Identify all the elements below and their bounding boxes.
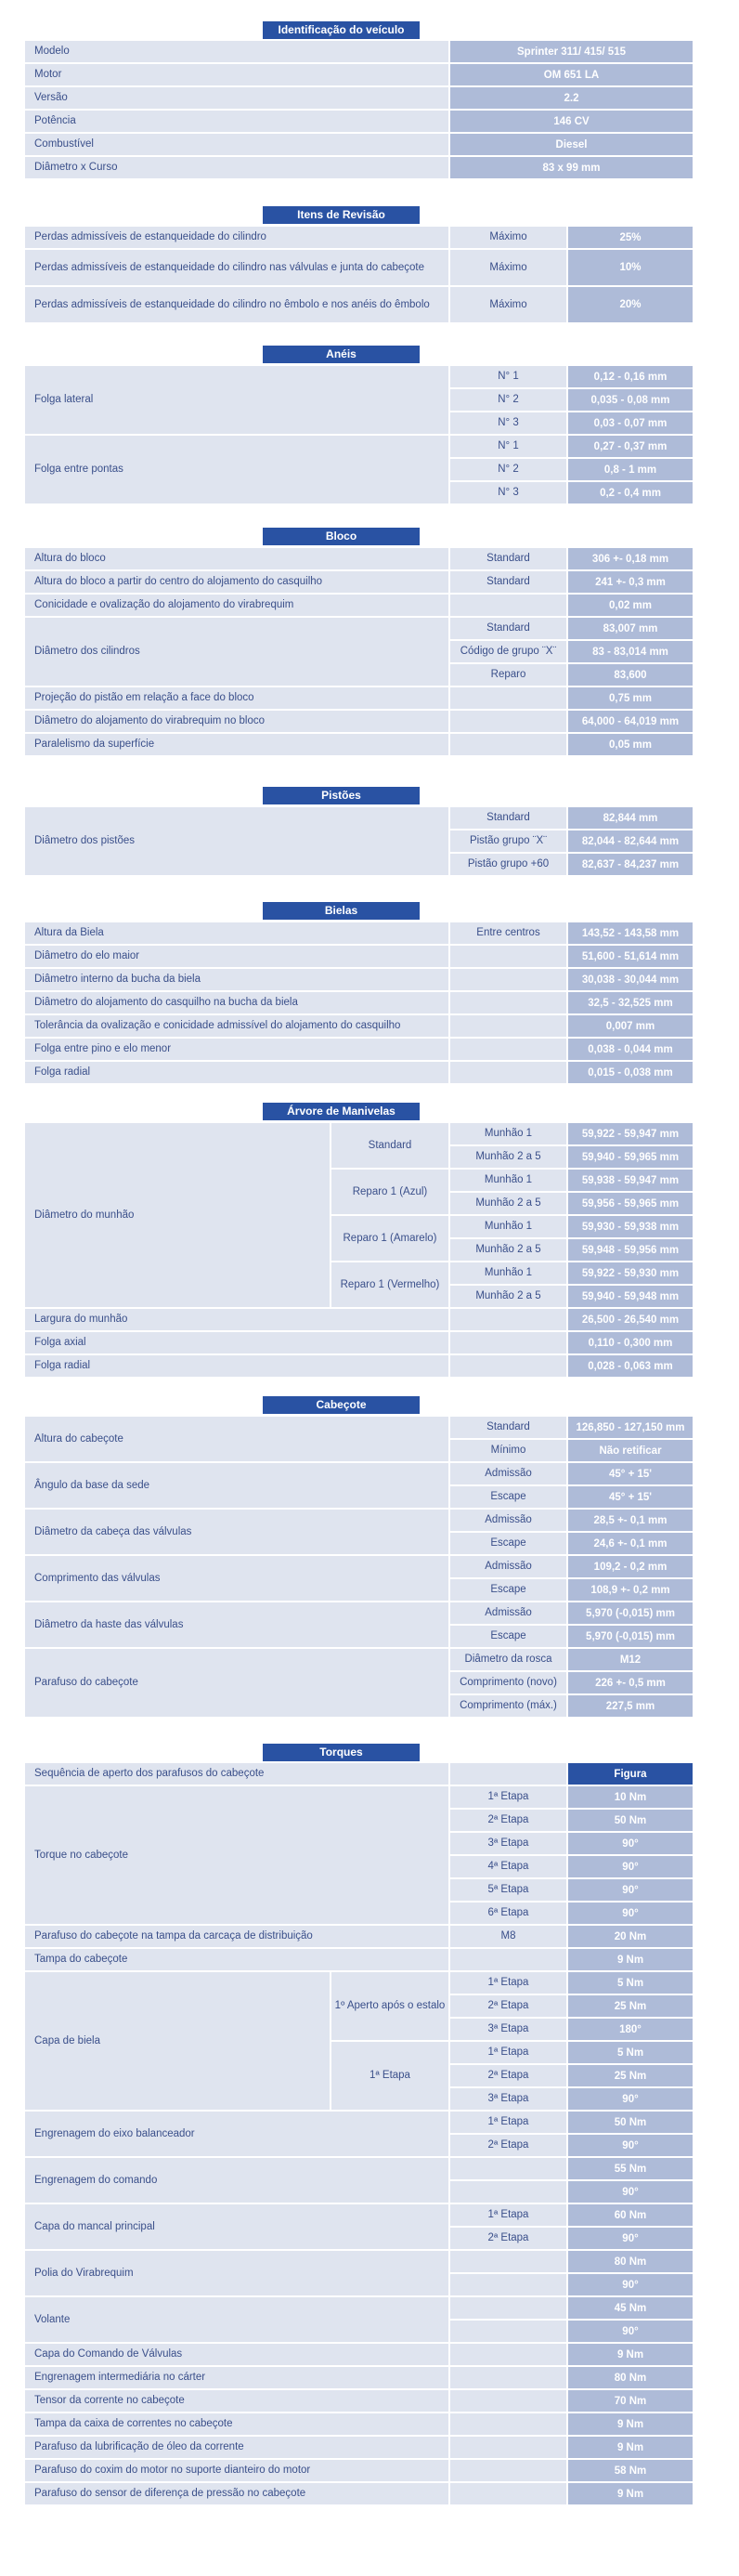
- spec-condition: [450, 1949, 566, 1970]
- spec-label: Perdas admissíveis de estanqueidade do cilindro: [25, 227, 448, 248]
- spec-condition: [450, 2274, 566, 2295]
- spec-value: 0,27 - 0,37 mm: [568, 436, 693, 457]
- spec-condition: [450, 2251, 566, 2272]
- spec-label: Diâmetro dos pistões: [25, 807, 448, 875]
- spec-sublabel: Reparo 1 (Amarelo): [331, 1216, 448, 1261]
- spec-value: 0,007 mm: [568, 1015, 693, 1037]
- spec-label: Diâmetro x Curso: [25, 157, 448, 178]
- spec-condition: [450, 2413, 566, 2435]
- spec-condition: Munhão 2 a 5: [450, 1146, 566, 1168]
- spec-label: Parafuso do cabeçote na tampa da carcaça de distribuição: [25, 1926, 448, 1947]
- spec-value: 9 Nm: [568, 2413, 693, 2435]
- spec-condition: [450, 2158, 566, 2179]
- spec-value: 80 Nm: [568, 2251, 693, 2272]
- spec-condition: [450, 2483, 566, 2504]
- spec-condition: [450, 946, 566, 967]
- spec-value: 58 Nm: [568, 2460, 693, 2481]
- spec-value: 20%: [568, 287, 693, 322]
- spec-condition: [450, 992, 566, 1013]
- spec-value: 0,12 - 0,16 mm: [568, 366, 693, 387]
- spec-label: Folga axial: [25, 1332, 448, 1353]
- spec-condition: 3ª Etapa: [450, 2088, 566, 2110]
- spec-label: Perdas admissíveis de estanqueidade do cilindro no êmbolo e nos anéis do êmbolo: [25, 287, 448, 322]
- section-title: Cabeçote: [263, 1396, 420, 1414]
- spec-sublabel: Standard: [331, 1123, 448, 1168]
- spec-value: 82,844 mm: [568, 807, 693, 829]
- spec-condition: N° 2: [450, 459, 566, 480]
- spec-value: 59,956 - 59,965 mm: [568, 1193, 693, 1214]
- spec-value: 5 Nm: [568, 2042, 693, 2063]
- spec-condition: Admissão: [450, 1556, 566, 1577]
- spec-label: Diâmetro do elo maior: [25, 946, 448, 967]
- spec-label: Parafuso da lubrificação de óleo da corrente: [25, 2437, 448, 2458]
- spec-label: Diâmetro interno da bucha da biela: [25, 969, 448, 990]
- spec-label: Diâmetro dos cilindros: [25, 618, 448, 686]
- spec-label: Folga entre pino e elo menor: [25, 1039, 448, 1060]
- spec-value: 64,000 - 64,019 mm: [568, 711, 693, 732]
- spec-value: Diesel: [450, 134, 693, 155]
- spec-value: Sprinter 311/ 415/ 515: [450, 41, 693, 62]
- spec-value: 0,028 - 0,063 mm: [568, 1355, 693, 1377]
- spec-label: Largura do munhão: [25, 1309, 448, 1330]
- spec-value: 146 CV: [450, 111, 693, 132]
- spec-condition: [450, 1309, 566, 1330]
- spec-condition: [450, 711, 566, 732]
- spec-label: Diâmetro da cabeça das válvulas: [25, 1510, 448, 1554]
- spec-value: 59,922 - 59,947 mm: [568, 1123, 693, 1144]
- spec-condition: Standard: [450, 618, 566, 639]
- spec-condition: Munhão 2 a 5: [450, 1239, 566, 1261]
- spec-label: Versão: [25, 87, 448, 109]
- spec-condition: [450, 969, 566, 990]
- spec-condition: 1ª Etapa: [450, 1972, 566, 1994]
- spec-condition: 3ª Etapa: [450, 1833, 566, 1854]
- spec-value: 90°: [568, 2228, 693, 2249]
- spec-value: 5,970 (-0,015) mm: [568, 1626, 693, 1647]
- spec-value: 45° + 15': [568, 1486, 693, 1508]
- spec-label: Tampa do cabeçote: [25, 1949, 448, 1970]
- spec-value: 90°: [568, 1856, 693, 1877]
- spec-condition: Diâmetro da rosca: [450, 1649, 566, 1670]
- spec-value: 0,035 - 0,08 mm: [568, 389, 693, 411]
- spec-value: 50 Nm: [568, 2112, 693, 2133]
- section-title: Bloco: [263, 528, 420, 545]
- spec-value: 227,5 mm: [568, 1695, 693, 1717]
- spec-label: Altura da Biela: [25, 922, 448, 944]
- section-title: Torques: [263, 1744, 420, 1761]
- spec-value: Não retificar: [568, 1440, 693, 1461]
- spec-label: Combustível: [25, 134, 448, 155]
- spec-condition: 2ª Etapa: [450, 2135, 566, 2156]
- spec-condition: Standard: [450, 548, 566, 569]
- spec-value: 0,02 mm: [568, 595, 693, 616]
- spec-condition: Entre centros: [450, 922, 566, 944]
- spec-condition: N° 1: [450, 366, 566, 387]
- spec-value: 25%: [568, 227, 693, 248]
- spec-condition: Reparo: [450, 664, 566, 686]
- spec-value: 9 Nm: [568, 2344, 693, 2365]
- spec-value: 126,850 - 127,150 mm: [568, 1417, 693, 1438]
- spec-value: 241 +- 0,3 mm: [568, 571, 693, 593]
- spec-label: Folga entre pontas: [25, 436, 448, 503]
- spec-condition: 2ª Etapa: [450, 2065, 566, 2086]
- spec-label: Folga lateral: [25, 366, 448, 434]
- spec-value: 28,5 +- 0,1 mm: [568, 1510, 693, 1531]
- spec-value: 109,2 - 0,2 mm: [568, 1556, 693, 1577]
- spec-value: 90°: [568, 2181, 693, 2203]
- spec-condition: N° 3: [450, 482, 566, 503]
- spec-condition: 5ª Etapa: [450, 1879, 566, 1901]
- spec-value: 82,637 - 84,237 mm: [568, 854, 693, 875]
- spec-condition: [450, 1015, 566, 1037]
- spec-label: Tolerância da ovalização e conicidade admissível do alojamento do casquilho: [25, 1015, 448, 1037]
- spec-condition: [450, 2460, 566, 2481]
- spec-value: 59,930 - 59,938 mm: [568, 1216, 693, 1237]
- spec-sublabel: Reparo 1 (Vermelho): [331, 1262, 448, 1307]
- spec-label: Folga radial: [25, 1355, 448, 1377]
- spec-value: 90°: [568, 1879, 693, 1901]
- spec-condition: [450, 687, 566, 709]
- spec-condition: Munhão 1: [450, 1216, 566, 1237]
- spec-value: 59,938 - 59,947 mm: [568, 1170, 693, 1191]
- spec-label: Capa do Comando de Válvulas: [25, 2344, 448, 2365]
- spec-condition: Standard: [450, 571, 566, 593]
- spec-label: Parafuso do cabeçote: [25, 1649, 448, 1717]
- section-title: Árvore de Manivelas: [263, 1103, 420, 1120]
- spec-value: 59,948 - 59,956 mm: [568, 1239, 693, 1261]
- spec-condition: 4ª Etapa: [450, 1856, 566, 1877]
- spec-condition: [450, 595, 566, 616]
- spec-condition: Standard: [450, 807, 566, 829]
- spec-value: 83 - 83,014 mm: [568, 641, 693, 662]
- spec-label: Ângulo da base da sede: [25, 1463, 448, 1508]
- spec-value: 90°: [568, 1833, 693, 1854]
- section-title: Anéis: [263, 346, 420, 363]
- spec-condition: Admissão: [450, 1602, 566, 1624]
- spec-value: 45 Nm: [568, 2297, 693, 2319]
- spec-condition: [450, 2390, 566, 2412]
- spec-value: OM 651 LA: [450, 64, 693, 85]
- spec-condition: 3ª Etapa: [450, 2019, 566, 2040]
- spec-condition: Escape: [450, 1533, 566, 1554]
- spec-label: Engrenagem intermediária no cárter: [25, 2367, 448, 2388]
- spec-condition: [450, 734, 566, 755]
- spec-condition: [450, 1763, 566, 1785]
- spec-value: M12: [568, 1649, 693, 1670]
- spec-value: 9 Nm: [568, 2437, 693, 2458]
- spec-value: 80 Nm: [568, 2367, 693, 2388]
- spec-condition: Pistão grupo +60: [450, 854, 566, 875]
- spec-value: 108,9 +- 0,2 mm: [568, 1579, 693, 1601]
- spec-value: 45° + 15': [568, 1463, 693, 1484]
- spec-label: Torque no cabeçote: [25, 1786, 448, 1924]
- spec-label: Folga radial: [25, 1062, 448, 1083]
- spec-value: Figura: [568, 1763, 693, 1785]
- spec-condition: 2ª Etapa: [450, 1810, 566, 1831]
- spec-label: Capa de biela: [25, 1972, 330, 2110]
- spec-condition: Munhão 1: [450, 1123, 566, 1144]
- spec-condition: [450, 2297, 566, 2319]
- spec-value: 60 Nm: [568, 2204, 693, 2226]
- spec-condition: Munhão 2 a 5: [450, 1286, 566, 1307]
- section-title: Bielas: [263, 902, 420, 920]
- section-title: Pistões: [263, 787, 420, 804]
- spec-value: 25 Nm: [568, 2065, 693, 2086]
- spec-condition: Máximo: [450, 287, 566, 322]
- spec-value: 143,52 - 143,58 mm: [568, 922, 693, 944]
- spec-value: 90°: [568, 2321, 693, 2342]
- spec-value: 9 Nm: [568, 1949, 693, 1970]
- spec-condition: Standard: [450, 1417, 566, 1438]
- spec-condition: [450, 2367, 566, 2388]
- spec-value: 70 Nm: [568, 2390, 693, 2412]
- spec-label: Parafuso do coxim do motor no suporte dianteiro do motor: [25, 2460, 448, 2481]
- spec-label: Capa do mancal principal: [25, 2204, 448, 2249]
- spec-condition: Pistão grupo ¨X¨: [450, 830, 566, 852]
- spec-condition: N° 2: [450, 389, 566, 411]
- spec-condition: [450, 2344, 566, 2365]
- spec-label: Paralelismo da superfície: [25, 734, 448, 755]
- spec-condition: 2ª Etapa: [450, 2228, 566, 2249]
- spec-condition: 1ª Etapa: [450, 2112, 566, 2133]
- spec-condition: 1ª Etapa: [450, 2204, 566, 2226]
- spec-label: Volante: [25, 2297, 448, 2342]
- spec-condition: N° 3: [450, 412, 566, 434]
- spec-label: Altura do bloco: [25, 548, 448, 569]
- spec-condition: N° 1: [450, 436, 566, 457]
- spec-value: 0,2 - 0,4 mm: [568, 482, 693, 503]
- spec-value: 90°: [568, 2088, 693, 2110]
- spec-value: 0,75 mm: [568, 687, 693, 709]
- spec-value: 0,015 - 0,038 mm: [568, 1062, 693, 1083]
- spec-condition: Máximo: [450, 250, 566, 285]
- spec-condition: Escape: [450, 1486, 566, 1508]
- spec-condition: Escape: [450, 1626, 566, 1647]
- spec-value: 0,03 - 0,07 mm: [568, 412, 693, 434]
- spec-value: 83,007 mm: [568, 618, 693, 639]
- spec-label: Diâmetro do alojamento do virabrequim no bloco: [25, 711, 448, 732]
- spec-value: 90°: [568, 1903, 693, 1924]
- spec-value: 5,970 (-0,015) mm: [568, 1602, 693, 1624]
- spec-condition: Comprimento (novo): [450, 1672, 566, 1693]
- spec-value: 9 Nm: [568, 2483, 693, 2504]
- spec-value: 90°: [568, 2274, 693, 2295]
- spec-value: 32,5 - 32,525 mm: [568, 992, 693, 1013]
- spec-label: Parafuso do sensor de diferença de pressão no cabeçote: [25, 2483, 448, 2504]
- spec-condition: [450, 2437, 566, 2458]
- spec-condition: 1ª Etapa: [450, 1786, 566, 1808]
- spec-condition: 6ª Etapa: [450, 1903, 566, 1924]
- section-title: Identificação do veículo: [263, 21, 420, 39]
- spec-condition: [450, 1062, 566, 1083]
- spec-value: 83 x 99 mm: [450, 157, 693, 178]
- spec-label: Comprimento das válvulas: [25, 1556, 448, 1601]
- spec-value: 20 Nm: [568, 1926, 693, 1947]
- spec-value: 2.2: [450, 87, 693, 109]
- spec-value: 59,940 - 59,965 mm: [568, 1146, 693, 1168]
- spec-label: Conicidade e ovalização do alojamento do virabrequim: [25, 595, 448, 616]
- spec-label: Modelo: [25, 41, 448, 62]
- spec-label: Diâmetro da haste das válvulas: [25, 1602, 448, 1647]
- spec-label: Tampa da caixa de correntes no cabeçote: [25, 2413, 448, 2435]
- spec-label: Sequência de aperto dos parafusos do cabeçote: [25, 1763, 448, 1785]
- spec-value: 0,8 - 1 mm: [568, 459, 693, 480]
- spec-sublabel: 1º Aperto após o estalo: [331, 1972, 448, 2040]
- spec-label: Diâmetro do munhão: [25, 1123, 330, 1307]
- spec-condition: Munhão 2 a 5: [450, 1193, 566, 1214]
- spec-condition: [450, 1332, 566, 1353]
- spec-value: 51,600 - 51,614 mm: [568, 946, 693, 967]
- spec-condition: Admissão: [450, 1510, 566, 1531]
- spec-condition: Admissão: [450, 1463, 566, 1484]
- spec-label: Polia do Virabrequim: [25, 2251, 448, 2295]
- spec-value: 83,600: [568, 664, 693, 686]
- spec-sublabel: Reparo 1 (Azul): [331, 1170, 448, 1214]
- spec-label: Engrenagem do eixo balanceador: [25, 2112, 448, 2156]
- spec-label: Projeção do pistão em relação a face do bloco: [25, 687, 448, 709]
- spec-value: 10 Nm: [568, 1786, 693, 1808]
- spec-value: 30,038 - 30,044 mm: [568, 969, 693, 990]
- spec-value: 50 Nm: [568, 1810, 693, 1831]
- spec-condition: Escape: [450, 1579, 566, 1601]
- spec-label: Motor: [25, 64, 448, 85]
- spec-condition: [450, 2321, 566, 2342]
- spec-condition: Munhão 1: [450, 1170, 566, 1191]
- spec-value: 26,500 - 26,540 mm: [568, 1309, 693, 1330]
- spec-label: Tensor da corrente no cabeçote: [25, 2390, 448, 2412]
- spec-label: Potência: [25, 111, 448, 132]
- spec-value: 25 Nm: [568, 1995, 693, 2017]
- spec-value: 24,6 +- 0,1 mm: [568, 1533, 693, 1554]
- section-title: Itens de Revisão: [263, 206, 420, 224]
- spec-value: 0,05 mm: [568, 734, 693, 755]
- spec-condition: Mínimo: [450, 1440, 566, 1461]
- spec-label: Altura do cabeçote: [25, 1417, 448, 1461]
- spec-value: 59,940 - 59,948 mm: [568, 1286, 693, 1307]
- spec-condition: [450, 2181, 566, 2203]
- spec-value: 180°: [568, 2019, 693, 2040]
- spec-condition: Código de grupo ¨X¨: [450, 641, 566, 662]
- spec-value: 5 Nm: [568, 1972, 693, 1994]
- spec-label: Perdas admissíveis de estanqueidade do cilindro nas válvulas e junta do cabeçote: [25, 250, 448, 285]
- spec-value: 55 Nm: [568, 2158, 693, 2179]
- spec-value: 59,922 - 59,930 mm: [568, 1262, 693, 1284]
- spec-value: 0,110 - 0,300 mm: [568, 1332, 693, 1353]
- spec-condition: M8: [450, 1926, 566, 1947]
- spec-value: 226 +- 0,5 mm: [568, 1672, 693, 1693]
- spec-value: 0,038 - 0,044 mm: [568, 1039, 693, 1060]
- spec-label: Altura do bloco a partir do centro do alojamento do casquilho: [25, 571, 448, 593]
- spec-condition: [450, 1039, 566, 1060]
- spec-value: 10%: [568, 250, 693, 285]
- spec-condition: [450, 1355, 566, 1377]
- spec-condition: 2ª Etapa: [450, 1995, 566, 2017]
- spec-value: 90°: [568, 2135, 693, 2156]
- spec-condition: 1ª Etapa: [450, 2042, 566, 2063]
- spec-condition: Máximo: [450, 227, 566, 248]
- spec-value: 306 +- 0,18 mm: [568, 548, 693, 569]
- spec-label: Engrenagem do comando: [25, 2158, 448, 2203]
- spec-condition: Comprimento (máx.): [450, 1695, 566, 1717]
- spec-sublabel: 1ª Etapa: [331, 2042, 448, 2110]
- spec-condition: Munhão 1: [450, 1262, 566, 1284]
- spec-label: Diâmetro do alojamento do casquilho na bucha da biela: [25, 992, 448, 1013]
- spec-value: 82,044 - 82,644 mm: [568, 830, 693, 852]
